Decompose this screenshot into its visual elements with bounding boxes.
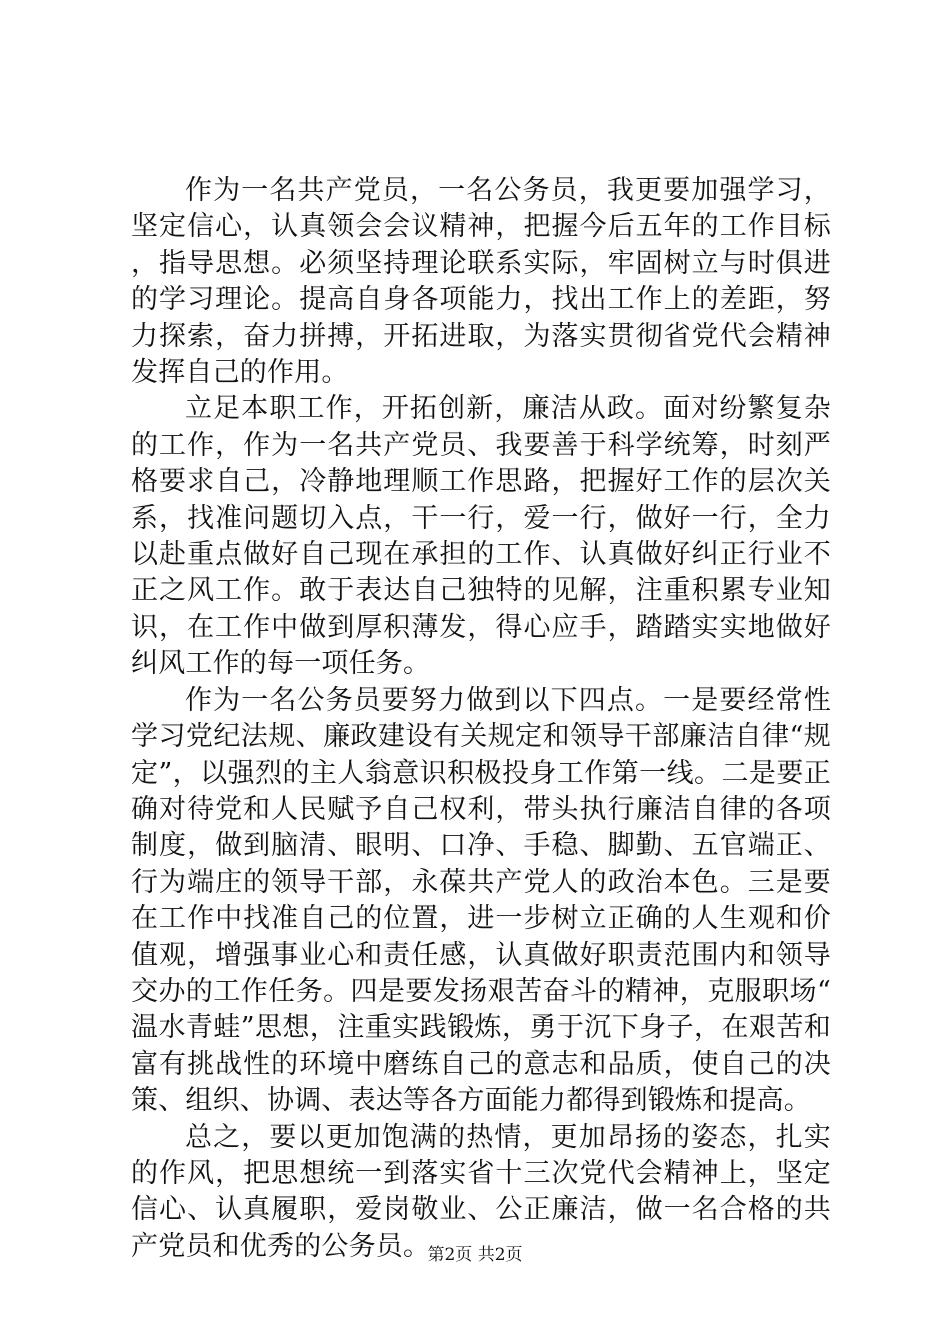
paragraph: 总之，要以更加饱满的热情，更加昂扬的姿态，扎实的作风，把思想统一到落实省十三次党代会精神上，坚定信心、认真履职，爱岗敬业、公正廉洁，做一名合格的共产党员和优秀的公务员。 (131, 1121, 831, 1262)
paragraph: 作为一名公务员要努力做到以下四点。一是要经常性学习党纪法规、廉政建设有关规定和领导干部廉洁自律“规定”，以强烈的主人翁意识积极投身工作第一线。二是要正确对待党和人民赋予自己权利，带头执行廉洁自律的各项制度，做到脑清、眼明、口净、手稳、脚勤、五官端正、行为端庄的领导干部，永葆共产党人的政治本色。三是要在工作中找准自己的位置，进一步树立正确的人生观和价值观，增强事业心和责任感，认真做好职责范围内和领导交办的工作任务。四是要发扬艰苦奋斗的精神，克服职场“温水青蛙”思想，注重实践锻炼，勇于沉下身子，在艰苦和富有挑战性的环境中磨练自己的意志和品质，使自己的决策、组织、协调、表达等各方面能力都得到锻炼和提高。 (131, 684, 831, 1117)
paragraph: 作为一名共产党员，一名公务员，我更要加强学习，坚定信心，认真领会会议精神，把握今后五年的工作目标，指导思想。必须坚持理论联系实际，牢固树立与时俱进的学习理论。提高自身各项能力，找出工作上的差距，努力探索，奋力拼搏，开拓进取，为落实贯彻省党代会精神发挥自己的作用。 (131, 175, 831, 389)
document-body (131, 173, 831, 1265)
page-footer: 第2页 共2页 (427, 1245, 523, 1265)
paragraph: 立足本职工作，开拓创新，廉洁从政。面对纷繁复杂的工作，作为一名共产党员、我要善于科学统筹，时刻严格要求自己，冷静地理顺工作思路，把握好工作的层次关系，找准问题切入点，干一行，爱一行，做好一行，全力以赴重点做好自己现在承担的工作、认真做好纠正行业不正之风工作。敢于表达自己独特的见解，注重积累专业知识，在工作中做到厚积薄发，得心应手，踏踏实实地做好纠风工作的每一项任务。 (131, 393, 831, 680)
